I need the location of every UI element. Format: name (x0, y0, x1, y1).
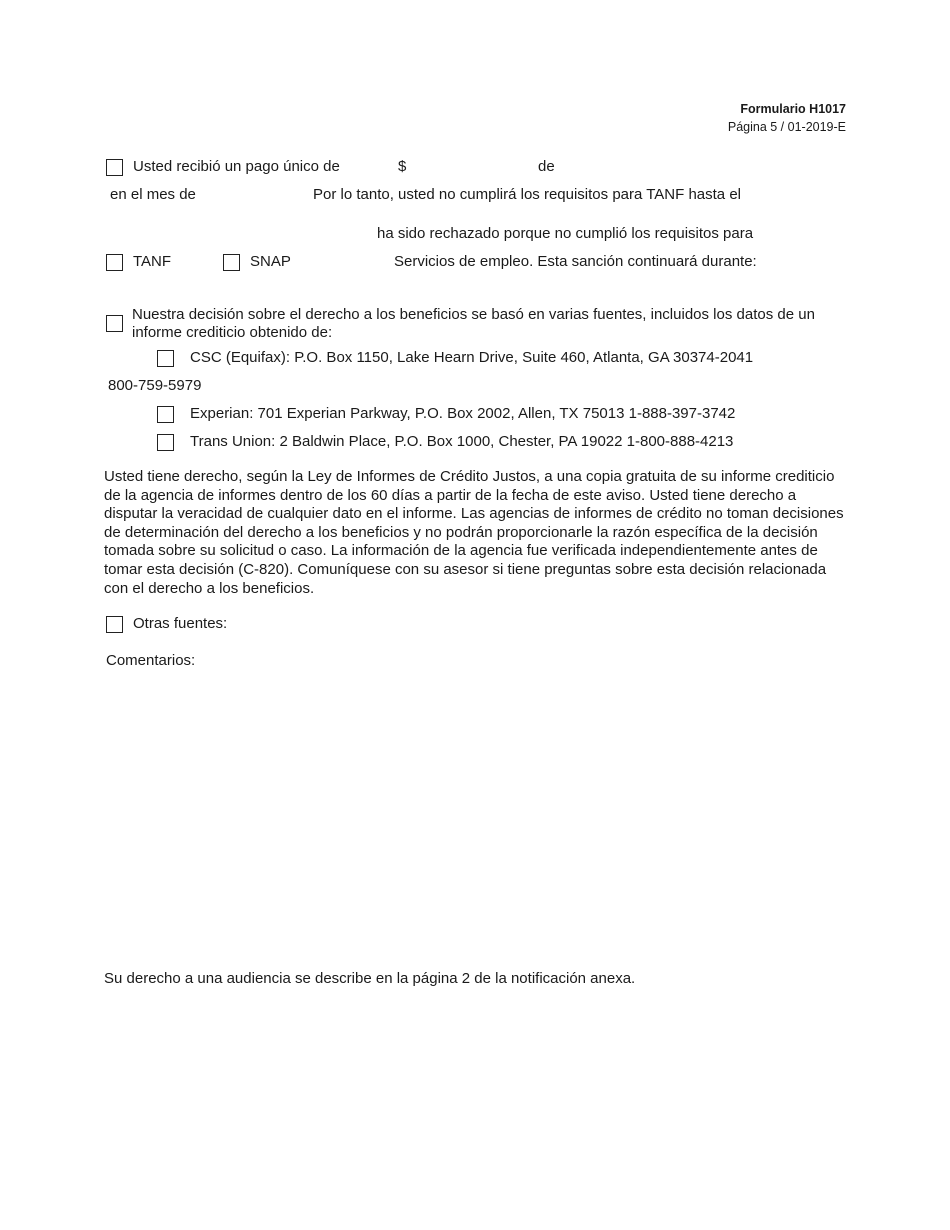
payment-de-label: de (538, 158, 555, 175)
lump-sum-payment-checkbox[interactable] (106, 159, 123, 176)
equifax-checkbox[interactable] (157, 350, 174, 367)
experian-checkbox[interactable] (157, 406, 174, 423)
sanction-rejected-text: ha sido rechazado porque no cumplió los requisitos para (377, 225, 754, 242)
other-sources-checkbox[interactable] (106, 616, 123, 633)
tanf-checkbox[interactable] (106, 254, 123, 271)
equifax-phone: 800-759-5979 (108, 377, 202, 394)
other-sources-label: Otras fuentes: (133, 615, 228, 632)
snap-checkbox[interactable] (223, 254, 240, 271)
tanf-ineligible-text: Por lo tanto, usted no cumplirá los requisitos para TANF hasta el (313, 186, 741, 203)
form-number: Formulario H1017 (740, 102, 846, 116)
month-label: en el mes de (110, 186, 196, 203)
experian-address: Experian: 701 Experian Parkway, P.O. Box 2002, Allen, TX 75013 1-888-397-3742 (190, 405, 736, 422)
employment-services-sanction-text: Servicios de empleo. Esta sanción continuará durante: (394, 253, 757, 270)
credit-decision-text: Nuestra decisión sobre el derecho a los beneficios se basó en varias fuentes, incluidos los datos de un informe crediticio obtenido de: (132, 306, 815, 341)
tanf-label: TANF (133, 253, 172, 270)
transunion-checkbox[interactable] (157, 434, 174, 451)
equifax-address: CSC (Equifax): P.O. Box 1150, Lake Hearn Drive, Suite 460, Atlanta, GA 30374-2041 (190, 349, 754, 366)
credit-report-checkbox[interactable] (106, 315, 123, 332)
hearing-rights-note: Su derecho a una audiencia se describe en la página 2 de la notificación anexa. (104, 970, 636, 987)
fair-credit-rights-paragraph: Usted tiene derecho, según la Ley de Informes de Crédito Justos, a una copia gratuita de su informe crediticio de la agencia de informes dentro de los 60 días a partir de la fecha de este aviso. Usted tiene derecho a disputar la veracidad de cualquier dato en el informe. Las agencias de informes de crédito no toman decisiones de determinación del derecho a los beneficios y no podrán proporcionarle la razón específica de la decisión tomada sobre su solicitud o caso. La información de la agencia fue verificada independientemente antes de tomar esta decisión (C-820). Comuníquese con su asesor si tiene preguntas sobre esta decisión relacionada con el derecho a los beneficios. (104, 468, 844, 597)
comments-label: Comentarios: (106, 652, 196, 669)
dollar-sign: $ (398, 158, 407, 175)
transunion-address: Trans Union: 2 Baldwin Place, P.O. Box 1000, Chester, PA 19022 1-800-888-4213 (190, 433, 734, 450)
snap-label: SNAP (250, 253, 291, 270)
lump-sum-payment-label: Usted recibió un pago único de (133, 158, 340, 175)
page-info: Página 5 / 01-2019-E (727, 120, 846, 134)
